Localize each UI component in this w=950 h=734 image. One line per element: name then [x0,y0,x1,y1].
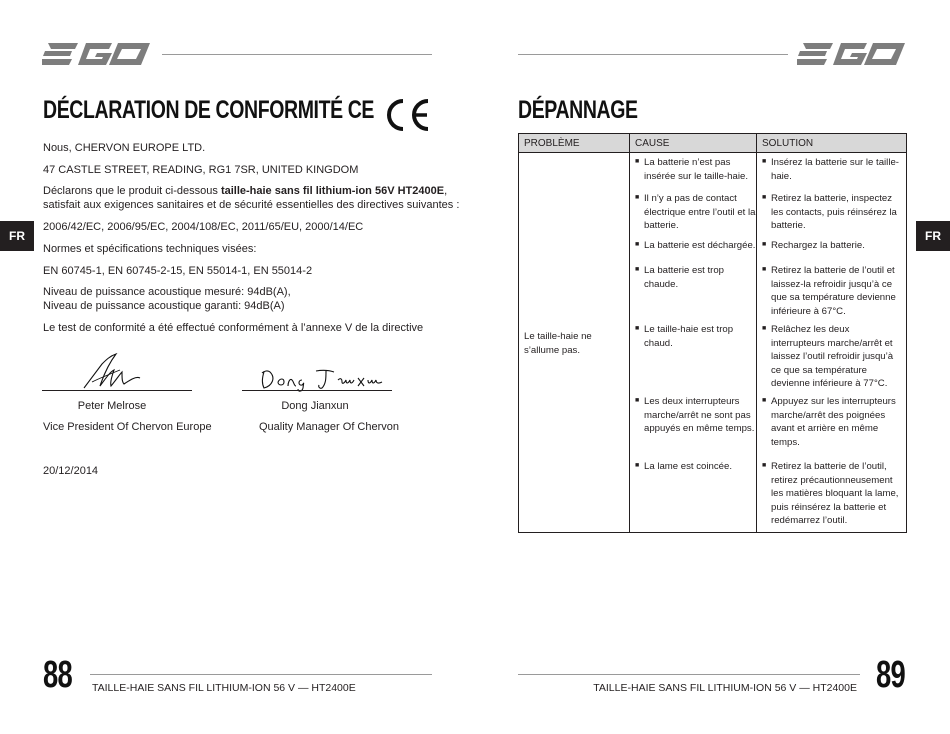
page-number-left: 88 [43,654,73,696]
solution-item: ■ Retirez la batterie de l’outil et laissez-la refroidir jusqu’à ce que sa température devienne inférieure à 67°C. [762,264,902,318]
signer1-title: Vice President Of Chervon Europe [43,421,212,433]
cause-item: ■ La batterie est déchargée. [635,239,757,253]
footer-rule-right [518,674,860,675]
cause-item: ■ La batterie est trop chaude. [635,264,757,291]
standards-line: EN 60745-1, EN 60745-2-15, EN 55014-1, EN 55014-2 [43,265,313,277]
troubleshooting-table [518,133,907,533]
ego-logo-right [797,40,907,68]
declaration-product: taille-haie sans fil lithium-ion 56V HT2400E [220,185,445,197]
cause-item: ■ La lame est coincée. [635,460,757,474]
declaration-suffix: , [444,185,448,197]
cause-item: ■ Les deux interrupteurs marche/arrêt ne sont pas appuyés en même temps. [635,395,757,436]
header-probleme: PROBLÈME [524,138,580,149]
declaration-prefix: Déclarons que le produit ci-dessous [43,185,221,197]
solution-item: ■ Rechargez la batterie. [762,239,902,253]
language-tab-right: FR [916,221,950,251]
header-solution: SOLUTION [762,138,814,149]
footer-rule-left [90,674,432,675]
solution-item: ■ Retirez la batterie, inspectez les contacts, puis réinsérez la batterie. [762,192,902,233]
declaration-line [43,184,447,198]
signer2-name: Dong Jianxun [281,400,349,412]
cause-item: ■ Il n’y a pas de contact électrique entre l’outil et la batterie. [635,192,757,233]
ce-mark-icon [384,97,432,133]
problem-cell: Le taille-haie ne s’allume pas. [524,331,592,356]
signature-line-2 [242,390,392,391]
standards-label: Normes et spécifications techniques visées: [43,243,257,255]
signature-dong-jianxun [258,366,386,392]
footer-title-right: TAILLE-HAIE SANS FIL LITHIUM-ION 56 V — HT2400E [593,682,857,694]
cause-item: ■ La batterie n’est pas insérée sur le taille-haie. [635,156,757,183]
directives-line: 2006/42/EC, 2006/95/EC, 2004/108/EC, 2011/65/EU, 2000/14/EC [43,221,364,233]
noise-measured: Niveau de puissance acoustique mesuré: 94dB(A), [43,286,291,298]
signer2-title: Quality Manager Of Chervon [259,421,400,433]
solution-item: ■ Appuyez sur les interrupteurs marche/arrêt des poignées avant et arrière en même temps. [762,395,902,449]
cause-item: ■ Le taille-haie est trop chaud. [635,323,757,350]
page-number-right: 89 [876,654,906,696]
signer1-name: Peter Melrose [77,400,147,412]
noise-guaranteed: Niveau de puissance acoustique garanti: 94dB(A) [43,300,285,312]
signature-peter-melrose [80,352,144,392]
address-line: 47 CASTLE STREET, READING, RG1 7SR, UNITED KINGDOM [43,164,359,176]
declaration-line-2: satisfait aux exigences sanitaires et de sécurité essentielles des directives suivantes : [43,199,460,211]
signature-line-1 [42,390,192,391]
column-divider [629,134,630,532]
header-cause: CAUSE [635,138,670,149]
header-rule-left [162,54,432,55]
ego-logo-icon [797,40,907,68]
declaration-heading: DÉCLARATION DE CONFORMITÉ CE [43,96,375,124]
ego-logo-icon [42,40,152,68]
solution-item: ■ Retirez la batterie de l’outil, retirez précautionneusement les matières bloquant la lame, puis réinsérez la batterie et redémarrez l’outil. [762,460,902,528]
conformity-test-line: Le test de conformité a été effectué conformément à l’annexe V de la directive [43,322,424,334]
language-tab-left: FR [0,221,34,251]
solution-item: ■ Insérez la batterie sur le taille-haie. [762,156,902,183]
solution-item: ■ Relâchez les deux interrupteurs marche/arrêt et laissez l’outil refroidir jusqu’à ce que sa température devienne inférieure à 77°C. [762,323,902,391]
ego-logo-left [42,40,152,68]
troubleshooting-heading: DÉPANNAGE [518,96,638,124]
header-rule-right [518,54,788,55]
footer-title-left: TAILLE-HAIE SANS FIL LITHIUM-ION 56 V — HT2400E [92,682,356,694]
declaration-date: 20/12/2014 [43,465,99,477]
company-line: Nous, CHERVON EUROPE LTD. [43,142,206,154]
